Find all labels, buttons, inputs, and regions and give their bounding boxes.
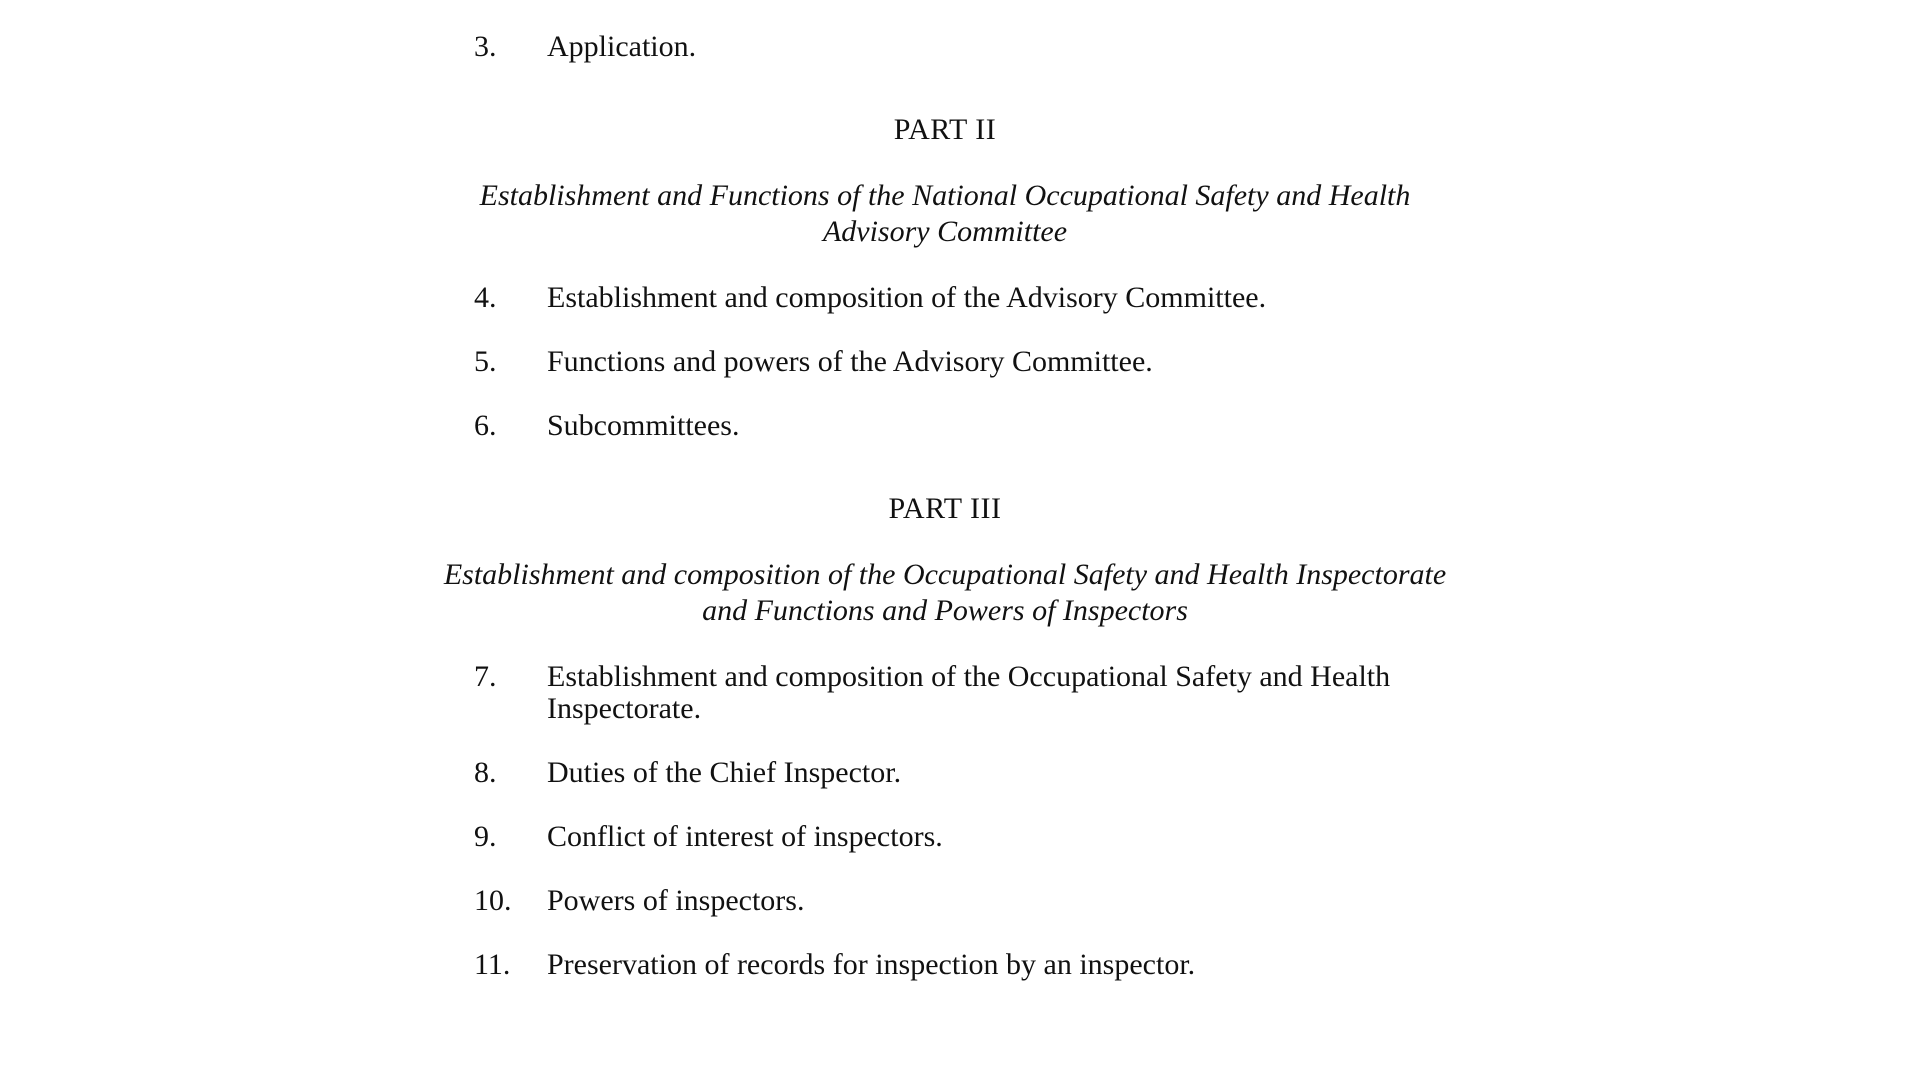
part-2-title: Establishment and Functions of the National Occupational Safety and Health Advisory Committee (479, 179, 1411, 248)
section-number: 5. (474, 345, 497, 378)
section-title: Duties of the Chief Inspector. (547, 756, 902, 789)
part-3-title: Establishment and composition of the Occupational Safety and Health Inspectorate and Functions and Powers of Inspectors (443, 558, 1447, 627)
section-title: Establishment and composition of the Occupational Safety and Health (547, 660, 1391, 693)
section-number: 10. (474, 884, 512, 917)
section-number: 9. (474, 820, 497, 853)
section-title: Subcommittees. (547, 409, 740, 442)
section-title: Preservation of records for inspection by an inspector. (547, 948, 1196, 981)
section-title: Powers of inspectors. (547, 884, 805, 917)
section-title: Functions and powers of the Advisory Committee. (547, 345, 1153, 378)
section-number: 6. (474, 409, 497, 442)
section-number: 8. (474, 756, 497, 789)
section-number: 3. (474, 30, 497, 63)
section-title: Application. (547, 30, 697, 63)
section-title-continued: Inspectorate. (547, 692, 702, 725)
section-number: 4. (474, 281, 497, 314)
section-number: 7. (474, 660, 497, 693)
part-2-heading: PART II (893, 113, 997, 146)
section-title: Establishment and composition of the Advisory Committee. (547, 281, 1267, 314)
section-title: Conflict of interest of inspectors. (547, 820, 943, 853)
part-3-heading: PART III (888, 492, 1002, 525)
section-number: 11. (474, 948, 511, 981)
